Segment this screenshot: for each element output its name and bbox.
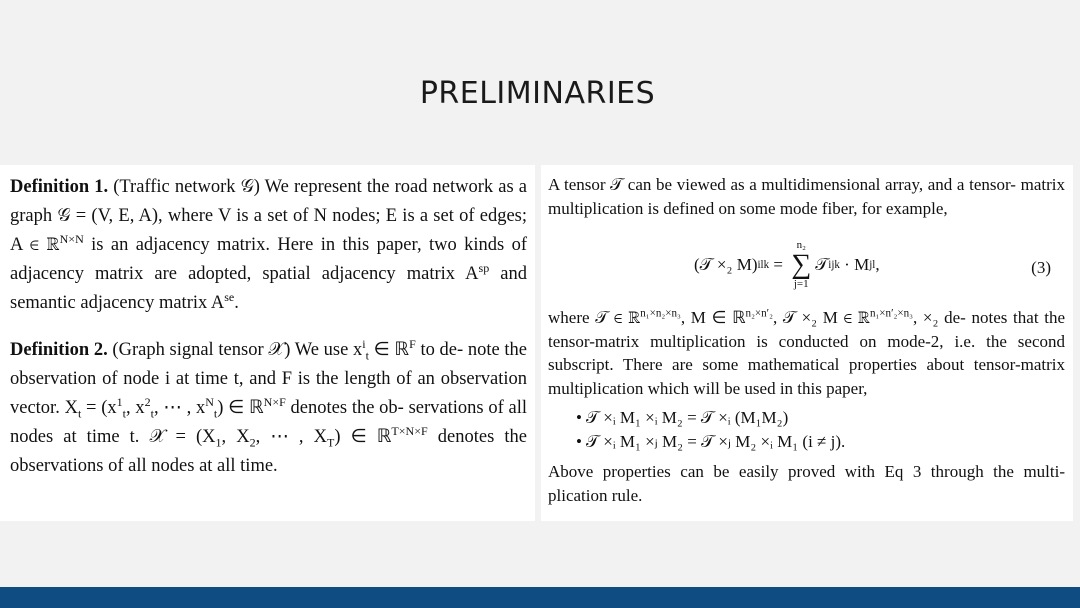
definition-2-sup-txnxf: T×N×F [391, 423, 428, 438]
equation-equals: = [769, 255, 788, 274]
definition-2-in-r: ∈ ℝ [368, 340, 410, 360]
where-sup-2: n₂×n′₂ [745, 307, 773, 320]
equation-tensor: 𝒯 [815, 255, 829, 274]
equation-body: (𝒯 ×₂ M) ilk = n₂ ∑ j=1 𝒯 ijk · M jl , [694, 239, 880, 290]
definition-2-d: , ⋯ , X [255, 427, 327, 447]
definition-2-sub-t: t [365, 348, 369, 363]
definition-2-line-1-end: to de- [415, 340, 464, 360]
definition-1-sup-nxn: N×N [59, 231, 84, 246]
definition-1-end: . [234, 293, 239, 313]
where-paragraph [548, 306, 1065, 400]
definition-1-sup-sp: sp [478, 260, 490, 275]
where-line-1-d: , ×₂ de- [912, 308, 966, 327]
tensor-intro [548, 173, 1065, 220]
summation-lower-limit: j=1 [793, 278, 809, 290]
summation-symbol: ∑ [791, 249, 812, 280]
property-list [548, 406, 1065, 454]
definition-2-eq: = (x [81, 398, 117, 418]
summation-upper-limit: n₂ [796, 239, 806, 251]
where-line-1-c: , 𝒯 ×₂ M ∈ ℝ [772, 308, 870, 327]
definition-2-sup-i: i [362, 336, 366, 351]
definition-1-sup-se: se [224, 289, 235, 304]
equation-3 [548, 224, 1065, 306]
where-line-3: i.e. the second subscript. There are some mathematical properties [548, 331, 1065, 374]
definition-2-sub-t2: t [77, 406, 82, 421]
definition-2-close: ) ∈ ℝ [217, 398, 264, 418]
property-item: • 𝒯 ×ᵢ M₁ ×ᵢ M₂ = 𝒯 ×ᵢ (M₁M₂) [548, 406, 1065, 430]
definition-2-line-2: note the observation of node i at time t, and F is the length of an [10, 340, 528, 389]
definition-1-line-2: as a graph 𝒢 = (V, E, A), where V is a set of N nodes; E is a set of [10, 177, 528, 226]
definition-2-comma: , x [125, 398, 145, 418]
definition-2-sub-T: T [326, 435, 335, 450]
where-line-4: about tensor-matrix multiplication which will be used in this paper, [548, 355, 1066, 398]
definition-2-line-3: observation vector. X [10, 369, 528, 418]
definition-2-e: ) ∈ ℝ [334, 427, 392, 447]
definition-2-line-1: (Graph signal tensor 𝒳) We use x [112, 340, 363, 360]
where-sup-1: n₁×n₂×n₃ [640, 307, 681, 320]
tensor-intro-line-2: matrix multiplication is defined on some mode fiber, for example, [548, 175, 1065, 218]
definition-2: Definition 2. (Graph signal tensor 𝒳) We use $x^i_t$ ∈ ℝ$^F$ to de- note the observation of node i at time t, and F is the length of an observation vector. $X_t = (x^1_t$, $x^2_t$, ⋯ , $x^N_t$) ∈ ℝ$^{N\times F}$ denotes the ob- servations of all nodes at time t. 𝒳 = ($X_1$, $X_2$, ⋯ , $X_T$) ∈ ℝ$^{T\times N\times F}$ denotes the observations of all nodes at all time. [10, 336, 528, 476]
right-paper-excerpt [541, 165, 1073, 521]
where-line-1-b: , M ∈ ℝ [680, 308, 746, 327]
equation-dot-m: · M [839, 255, 870, 274]
tensor-intro-line-1: A tensor 𝒯 can be viewed as a multidimensional array, and a tensor- [548, 175, 1016, 194]
closing-line-2: plication rule. [548, 485, 643, 505]
summation [791, 240, 811, 290]
definition-1-line-3-rest: is an adjacency matrix. Here in this paper, two [83, 235, 457, 255]
definition-2-c: , X [221, 427, 250, 447]
definition-2-sub-2: 2 [249, 435, 256, 450]
where-line-2: notes that the tensor-matrix multiplication is conducted on mode-2, [548, 308, 1065, 351]
definition-1-line-4: kinds of adjacency matrix are adopted, spatial adjacency matrix [10, 235, 527, 284]
definition-1-line-1: (Traffic network 𝒢) We represent the road network [113, 177, 494, 197]
where-sup-3: n₁×n′₂×n₃ [869, 307, 913, 320]
equation-lhs: (𝒯 ×₂ M) [694, 255, 758, 274]
property-item: • 𝒯 ×ᵢ M₁ ×ⱼ M₂ = 𝒯 ×ⱼ M₂ ×ᵢ M₁ (i ≠ j). [548, 430, 1065, 454]
left-paper-excerpt [0, 165, 535, 521]
equation-number: (3) [1031, 258, 1051, 277]
definition-1-line-5: and semantic adjacency matrix A [10, 264, 528, 313]
closing-line-1: Above properties can be easily proved with Eq 3 through the multi- [548, 462, 1065, 481]
definition-2-line-5: denotes the observations of all nodes at all time. [10, 427, 527, 476]
footer-bar [0, 587, 1080, 608]
equation-end: , [875, 255, 880, 274]
closing-paragraph [548, 460, 1065, 507]
definition-2-sup-nxf: N×F [263, 394, 286, 409]
definition-2-line-3-end: denotes the ob- [285, 398, 404, 418]
definition-2-dots: , ⋯ , x [153, 398, 206, 418]
definition-1 [10, 173, 527, 318]
definition-1-a: A [465, 264, 479, 284]
slide-title: PRELIMINARIES [419, 76, 656, 111]
definition-1-heading: Definition 1. [10, 177, 109, 197]
definition-2-line-4: servations of all nodes at time t. 𝒳 = (X [10, 398, 527, 447]
definition-2-sup-f: F [409, 336, 416, 351]
definition-2-heading: Definition 2. [10, 340, 108, 360]
where-line-1-a: where 𝒯 ∈ ℝ [548, 308, 641, 327]
definition-2-sub-1: 1 [215, 435, 222, 450]
definition-1-line-3: edges; A ∈ ℝ [10, 206, 527, 255]
